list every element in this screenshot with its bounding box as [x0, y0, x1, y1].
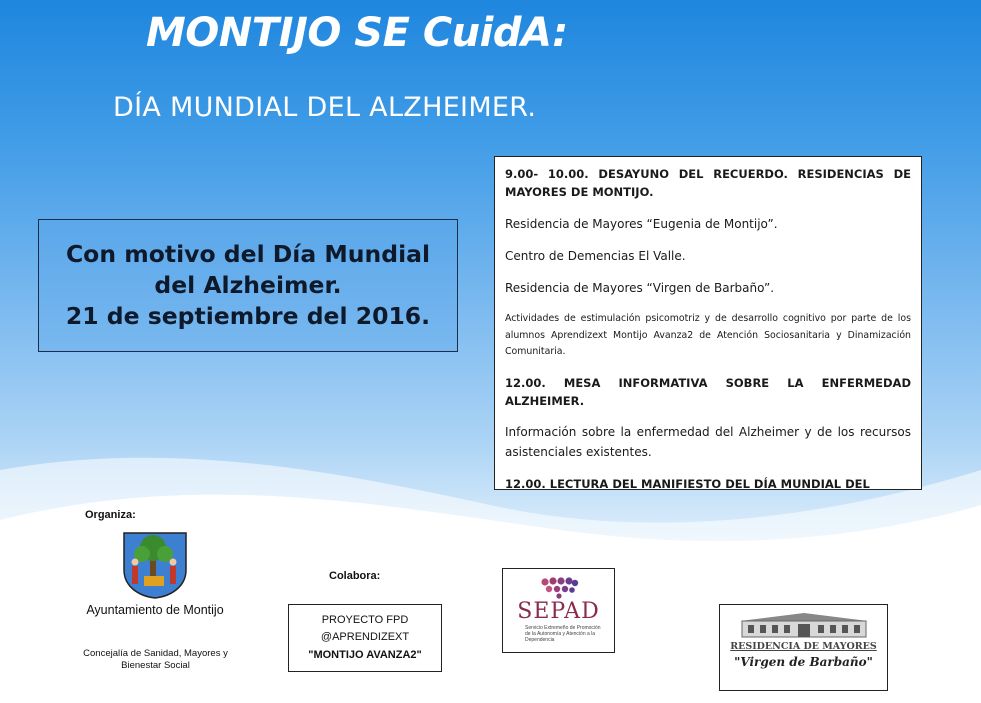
program-item: 9.00- 10.00. DESAYUNO DEL RECUERDO. RESIDENCIAS DE MAYORES DE MONTIJO. — [505, 167, 911, 200]
program-box[interactable] — [494, 156, 922, 490]
page-subtitle: DÍA MUNDIAL DEL ALZHEIMER. — [113, 92, 537, 123]
motive-line: del Alzheimer. — [154, 270, 342, 299]
residencia-logo — [719, 604, 888, 691]
coat-of-arms-icon — [120, 530, 190, 600]
project-box — [288, 604, 442, 672]
program-item: Actividades de estimulación psicomotriz y de desarrollo cognitivo por parte de los alumnos Aprendizext Montijo Avanza2 de Atención Sociosanitaria y Dinamización Comunitaria. — [505, 313, 911, 358]
sepad-dots-icon — [539, 577, 579, 599]
project-line: PROYECTO FPD — [321, 613, 409, 626]
sepad-logo — [502, 568, 615, 653]
project-line: "MONTIJO AVANZA2" — [308, 648, 422, 661]
building-icon — [738, 611, 870, 639]
residencia-subtitle: "Virgen de Barbaño" — [734, 655, 873, 669]
program-item: 12.00. MESA INFORMATIVA SOBRE LA ENFERMEDAD ALZHEIMER. — [505, 375, 911, 409]
program-item: Información sobre la enfermedad del Alzheimer y de los recursos asistenciales existentes. — [505, 425, 911, 459]
sepad-name: SEPAD — [517, 599, 600, 624]
program-item: 12.00. LECTURA DEL MANIFIESTO DEL DÍA MUNDIAL DEL — [505, 476, 870, 490]
organizer-department: Concejalía de Sanidad, Mayores y Bienestar Social — [83, 648, 228, 672]
residencia-name: RESIDENCIA DE MAYORES — [730, 641, 877, 652]
colabora-label: Colabora: — [329, 570, 381, 582]
motive-box — [38, 219, 458, 352]
organizer-name: Ayuntamiento de Montijo — [86, 603, 224, 617]
project-line: @APRENDIZEXT — [320, 631, 410, 644]
page-title: MONTIJO SE CuidA: — [146, 10, 568, 56]
motive-line: Con motivo del Día Mundial — [65, 239, 431, 268]
program-item: Residencia de Mayores “Eugenia de Montijo”. — [505, 216, 778, 231]
program-item: Centro de Demencias El Valle. — [505, 248, 686, 263]
motive-date: 21 de septiembre del 2016. — [65, 302, 431, 330]
sepad-tagline: Servicio Extremeño de Promoción de la Autonomía y Atención a la Dependencia — [525, 625, 601, 643]
organiza-label: Organiza: — [85, 509, 136, 521]
program-item: Residencia de Mayores “Virgen de Barbaño”. — [505, 281, 775, 296]
